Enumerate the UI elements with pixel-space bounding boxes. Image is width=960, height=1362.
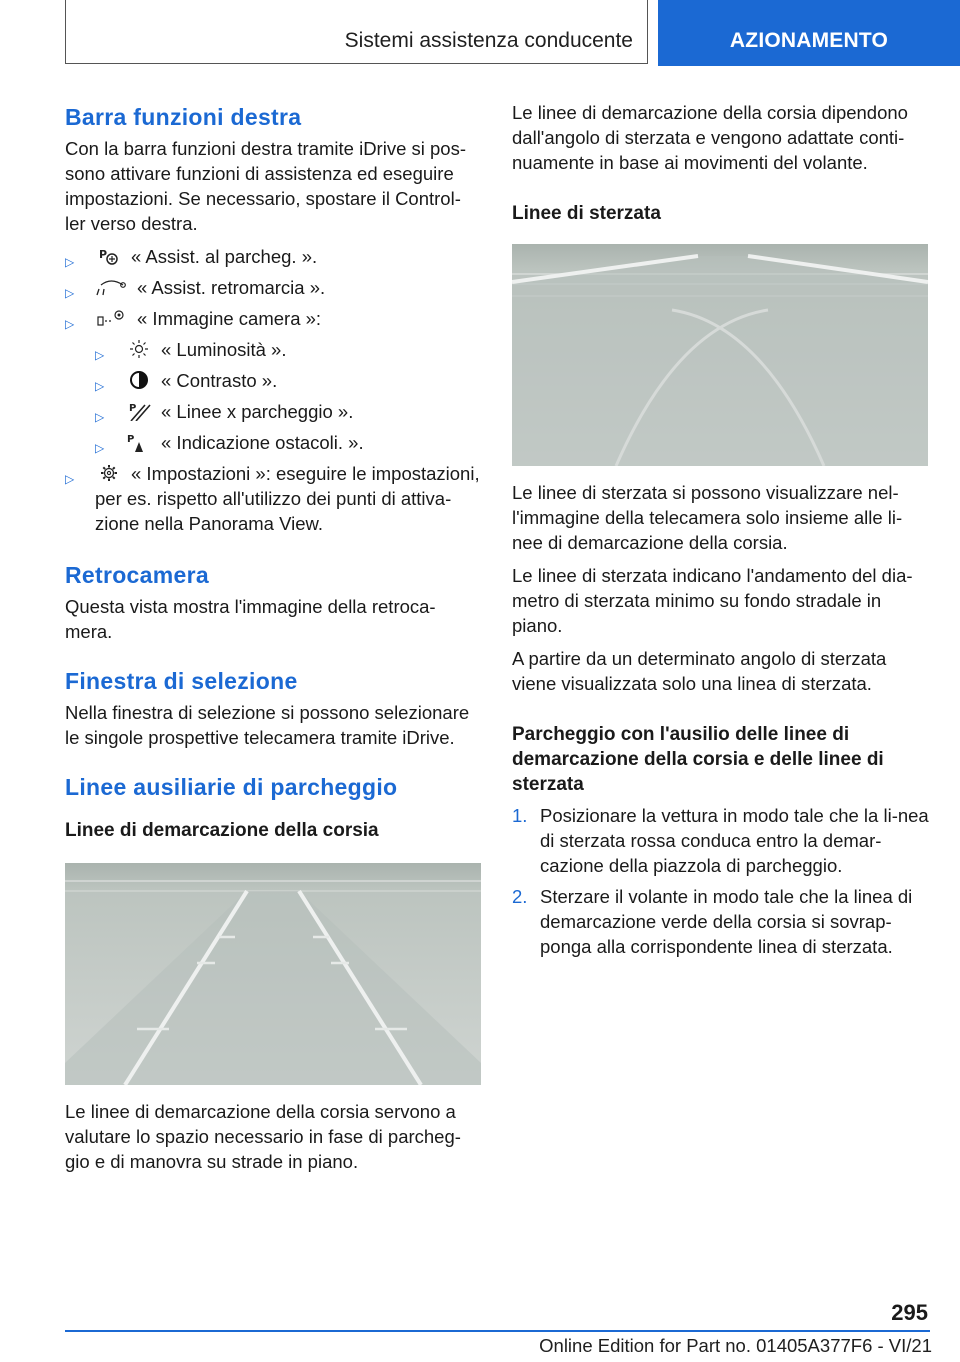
- paragraph-lane-lines: Le linee di demarcazione della corsia servono a valutare lo spazio necessario in fase di parcheg-gio e di manovra su strade in piano.: [65, 1101, 461, 1172]
- page-number: 295: [891, 1300, 928, 1325]
- item-parking-lines: « Linee x parcheggio ».: [161, 401, 354, 422]
- footer-edition: Online Edition for Part no. 01405A377F6 - VI/21: [539, 1335, 932, 1356]
- paragraph-rear-camera: Questa vista mostra l'immagine della retroca-mera.: [65, 596, 436, 642]
- item-contrast: « Contrasto ».: [161, 370, 278, 391]
- bullet-triangle-icon: ▷: [95, 441, 105, 455]
- paragraph-function-bar: Con la barra funzioni destra tramite iDrive si pos-sono attivare funzioni di assistenza ed eseguire impostazioni. Se necessario, spostare il Control-ler verso destra.: [65, 138, 466, 234]
- list-item: [95, 399, 481, 424]
- subheading-parking-procedure: Parcheggio con l'ausilio delle linee di demarcazione della corsia e delle linee di sterzata: [512, 724, 884, 795]
- chapter-title: AZIONAMENTO: [729, 29, 889, 52]
- heading-right-function-bar: Barra funzioni destra: [65, 104, 302, 130]
- obstacle-icon: [125, 432, 153, 452]
- subheading-lane-lines: Linee di demarcazione della corsia: [65, 820, 379, 841]
- bullet-triangle-icon: ▷: [65, 317, 75, 331]
- steering-lines-figure: [512, 244, 928, 466]
- section-tab: [65, 0, 648, 64]
- item-camera-image: « Immagine camera »:: [137, 308, 322, 329]
- list-item: [65, 461, 481, 536]
- section-title: Sistemi assistenza conducente: [344, 29, 633, 52]
- chapter-tab: [658, 0, 960, 66]
- reverse-assist-icon: [95, 277, 129, 297]
- bullet-triangle-icon: ▷: [95, 379, 105, 393]
- page-header: [65, 0, 960, 66]
- step-number: 2.: [512, 886, 528, 907]
- parking-steps-list: [512, 803, 930, 959]
- bullet-triangle-icon: ▷: [95, 410, 105, 424]
- lane-lines-figure: [65, 863, 481, 1085]
- bullet-triangle-icon: ▷: [95, 348, 105, 362]
- item-settings: « Impostazioni »: eseguire le impostazioni, per es. rispetto all'utilizzo dei punti di attiva-zione nella Panorama View.: [95, 463, 480, 534]
- heading-rear-camera: Retrocamera: [65, 562, 209, 588]
- list-item: [95, 430, 481, 455]
- paragraph-steering-diameter: Le linee di sterzata indicano l'andamento del dia-metro di sterzata minimo su fondo stradale in piano.: [512, 565, 913, 636]
- list-item: [95, 368, 481, 393]
- list-item: [65, 306, 481, 455]
- step-number: 1.: [512, 805, 528, 826]
- paragraph-selection-window: Nella finestra di selezione si possono selezionare le singole prospettive telecamera tramite iDrive.: [65, 702, 470, 748]
- subheading-steering-lines: Linee di sterzata: [512, 203, 661, 224]
- item-parking-assist: « Assist. al parcheg. ».: [131, 246, 318, 267]
- list-item: [65, 244, 481, 269]
- svg-text:P: P: [99, 248, 108, 261]
- bullet-triangle-icon: ▷: [65, 472, 75, 486]
- camera-submenu: [95, 337, 481, 455]
- brightness-icon: [125, 339, 153, 359]
- bullet-triangle-icon: ▷: [65, 255, 75, 269]
- item-obstacle: « Indicazione ostacoli. ».: [161, 432, 364, 453]
- heading-parking-aid-lines: Linee ausiliarie di parcheggio: [65, 774, 398, 800]
- function-bar-list: [65, 244, 481, 536]
- footer-divider: [65, 1330, 930, 1332]
- step-text: Sterzare il volante in modo tale che la linea di demarcazione verde della corsia si sovrap-ponga alla corrispondente linea di sterzata.: [540, 886, 913, 957]
- paragraph-lane-lines-steering: Le linee di demarcazione della corsia dipendono dall'angolo di sterzata e vengono adattate conti-nuamente in base ai movimenti del volante.: [512, 102, 908, 173]
- svg-text:P: P: [129, 403, 137, 414]
- list-item: [65, 275, 481, 300]
- step-text: Posizionare la vettura in modo tale che la li-nea di sterzata rossa conduca entro la demar-cazione della piazzola di parcheggio.: [540, 805, 929, 876]
- paragraph-single-line: A partire da un determinato angolo di sterzata viene visualizzata solo una linea di sterzata.: [512, 648, 887, 694]
- parking-assist-icon: [95, 246, 123, 266]
- left-column: [65, 100, 481, 1174]
- paragraph-steering-visibility: Le linee di sterzata si possono visualizzare nel-l'immagine della telecamera solo insieme alle li-nee di demarcazione della corsia.: [512, 482, 903, 553]
- list-item: [512, 884, 930, 959]
- heading-selection-window: Finestra di selezione: [65, 668, 298, 694]
- list-item: [95, 337, 481, 362]
- item-brightness: « Luminosità ».: [161, 339, 287, 360]
- svg-text:P: P: [127, 434, 135, 445]
- bullet-triangle-icon: ▷: [65, 286, 75, 300]
- camera-icon: [95, 308, 129, 328]
- item-reverse-assist: « Assist. retromarcia ».: [137, 277, 326, 298]
- list-item: [512, 803, 930, 878]
- right-column: [512, 100, 930, 959]
- parking-lines-icon: [125, 401, 153, 421]
- settings-gear-icon: [95, 463, 123, 483]
- contrast-icon: [125, 370, 153, 390]
